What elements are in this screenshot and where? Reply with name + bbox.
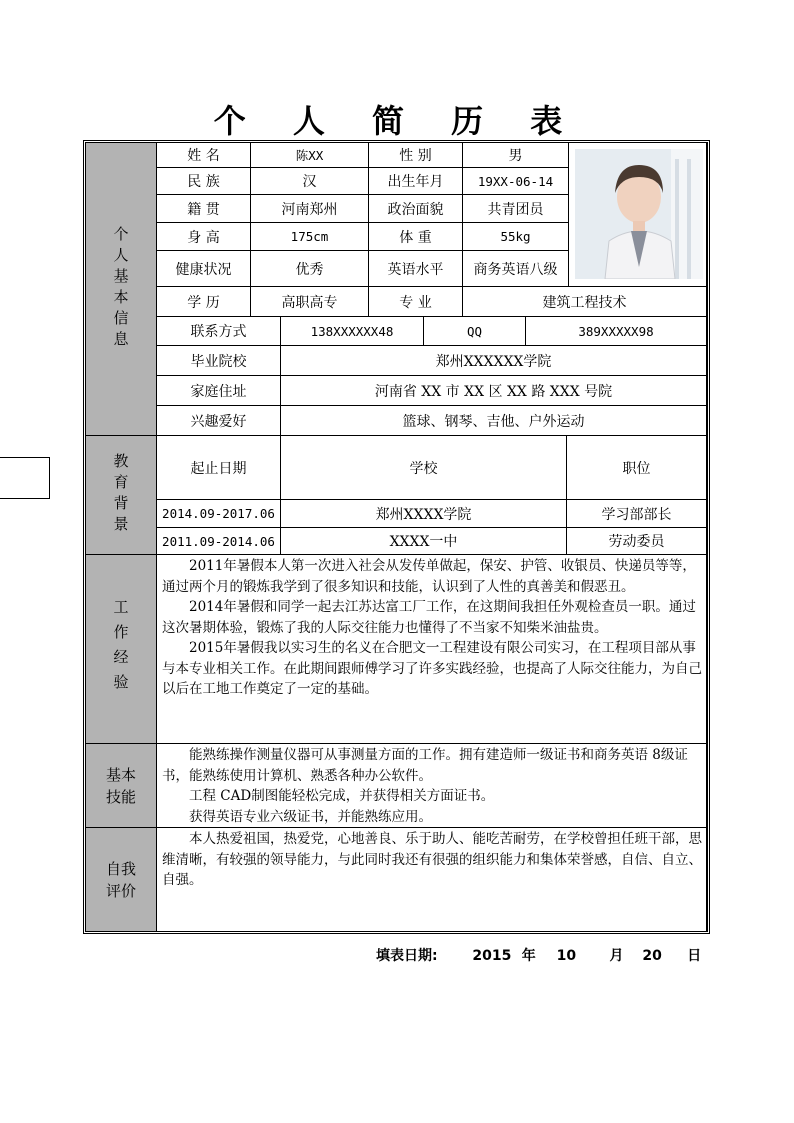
health-label: 健康状况 [157,251,251,287]
skills-label-line1: 基本 [105,765,136,784]
birth-label: 出生年月 [369,168,463,195]
section-work [86,555,157,744]
section-self-eval-label [106,858,136,902]
section-education-label: 教育背景 [111,453,130,537]
origin-label: 籍 贯 [157,195,251,223]
qq-value: 389XXXXX98 [526,317,707,346]
section-self-eval [86,828,157,931]
english-value: 商务英语八级 [463,251,569,287]
contact-label: 联系方式 [157,317,281,346]
skills-paragraph: 工程 CAD制图能轻松完成，并获得相关方面证书。 [189,788,495,804]
ethnic-value: 汉 [251,168,369,195]
edu-label: 学 历 [157,287,251,317]
qq-label: QQ [424,317,526,346]
hobby-value: 篮球、钢琴、吉他、户外运动 [281,406,707,436]
skills-paragraph: 获得英语专业六级证书，并能熟练应用。 [189,808,432,825]
fill-date-month: 10 [556,948,577,964]
edu-row-period: 2014.09-2017.06 [157,500,281,528]
work-paragraph: 2015年暑假我以实习生的名义在合肥文一工程建设有限公司实习，在工程项目部从事与本专业相关工作。在此期间跟师傅学习了许多实践经验，也提高了人际交往能力，为自己以后在工地工作奠定了一定的基础。 [162,640,702,697]
health-value: 优秀 [251,251,369,287]
address-label: 家庭住址 [157,376,281,406]
self-label-line2: 评价 [105,881,136,900]
major-value: 建筑工程技术 [463,287,707,317]
self-label-line1: 自我 [105,859,136,878]
edu-col-school: 学校 [281,436,567,500]
address-value: 河南省 XX 市 XX 区 XX 路 XXX 号院 [281,376,707,406]
contact-value: 138XXXXXX48 [281,317,424,346]
ethnic-label: 民 族 [157,168,251,195]
work-experience [162,556,702,700]
section-skills [86,744,157,828]
fill-date-day: 20 [642,948,662,964]
edu-row-position: 劳动委员 [567,528,707,555]
major-label: 专 业 [369,287,463,317]
section-personal-label: 个人基本信息 [111,226,130,352]
resume-title: 个 人 简 历 表 [213,102,581,140]
weight-value: 55kg [463,223,569,251]
height-value: 175cm [251,223,369,251]
section-skills-label [106,764,136,808]
section-education [86,436,157,555]
section-work-label: 工作经验 [111,599,130,699]
section-personal [86,143,157,436]
skills-paragraph: 能熟练操作测量仪器可从事测量方面的工作。拥有建造师一级证书和商务英语 8级证书，能熟练使用计算机、熟悉各种办公软件。 [162,747,688,784]
year-unit: 年 [521,948,536,964]
edu-col-period: 起止日期 [157,436,281,500]
edu-row-position: 学习部部长 [567,500,707,528]
english-label: 英语水平 [369,251,463,287]
political-label: 政治面貌 [369,195,463,223]
fill-date [376,945,701,965]
gender-value: 男 [463,143,569,168]
margin-box [0,457,50,499]
profile-photo [575,149,703,279]
political-value: 共青团员 [463,195,569,223]
gender-label: 性 别 [369,143,463,168]
birth-value: 19XX-06-14 [463,168,569,195]
fill-date-label: 填表日期: [376,948,438,964]
name-value: 陈XX [251,143,369,168]
skills-label-line2: 技能 [105,787,136,806]
height-label: 身 高 [157,223,251,251]
edu-row-school: XXXX一中 [281,528,567,555]
name-label: 姓 名 [157,143,251,168]
work-paragraph: 2014年暑假和同学一起去江苏达富工厂工作，在这期间我担任外观检查员一职。通过这次暑期体验，锻炼了我的人际交往能力也懂得了不当家不知柴米油盐贵。 [162,599,696,636]
child-portrait-image [575,149,703,279]
self-eval-text [162,829,702,891]
work-paragraph: 2011年暑假本人第一次进入社会从发传单做起，保安、护管、收银员、快递员等等，通过两个月的锻炼我学到了很多知识和技能，认识到了人性的真善美和假恶丑。 [162,558,696,595]
school-label: 毕业院校 [157,346,281,376]
school-value: 郑州XXXXXX学院 [281,346,707,376]
fill-date-year: 2015 [472,948,512,964]
month-unit: 月 [609,948,624,964]
origin-value: 河南郑州 [251,195,369,223]
hobby-label: 兴趣爱好 [157,406,281,436]
self-eval-paragraph: 本人热爱祖国，热爱党，心地善良、乐于助人、能吃苦耐劳，在学校曾担任班干部，思维清晰，有较强的领导能力，与此同时我还有很强的组织能力和集体荣誉感，自信、自立、自强。 [162,831,702,888]
edu-value: 高职高专 [251,287,369,317]
edu-row-period: 2011.09-2014.06 [157,528,281,555]
skills-text [162,745,702,827]
weight-label: 体 重 [369,223,463,251]
edu-row-school: 郑州XXXX学院 [281,500,567,528]
day-unit: 日 [687,948,702,964]
edu-col-position: 职位 [567,436,707,500]
